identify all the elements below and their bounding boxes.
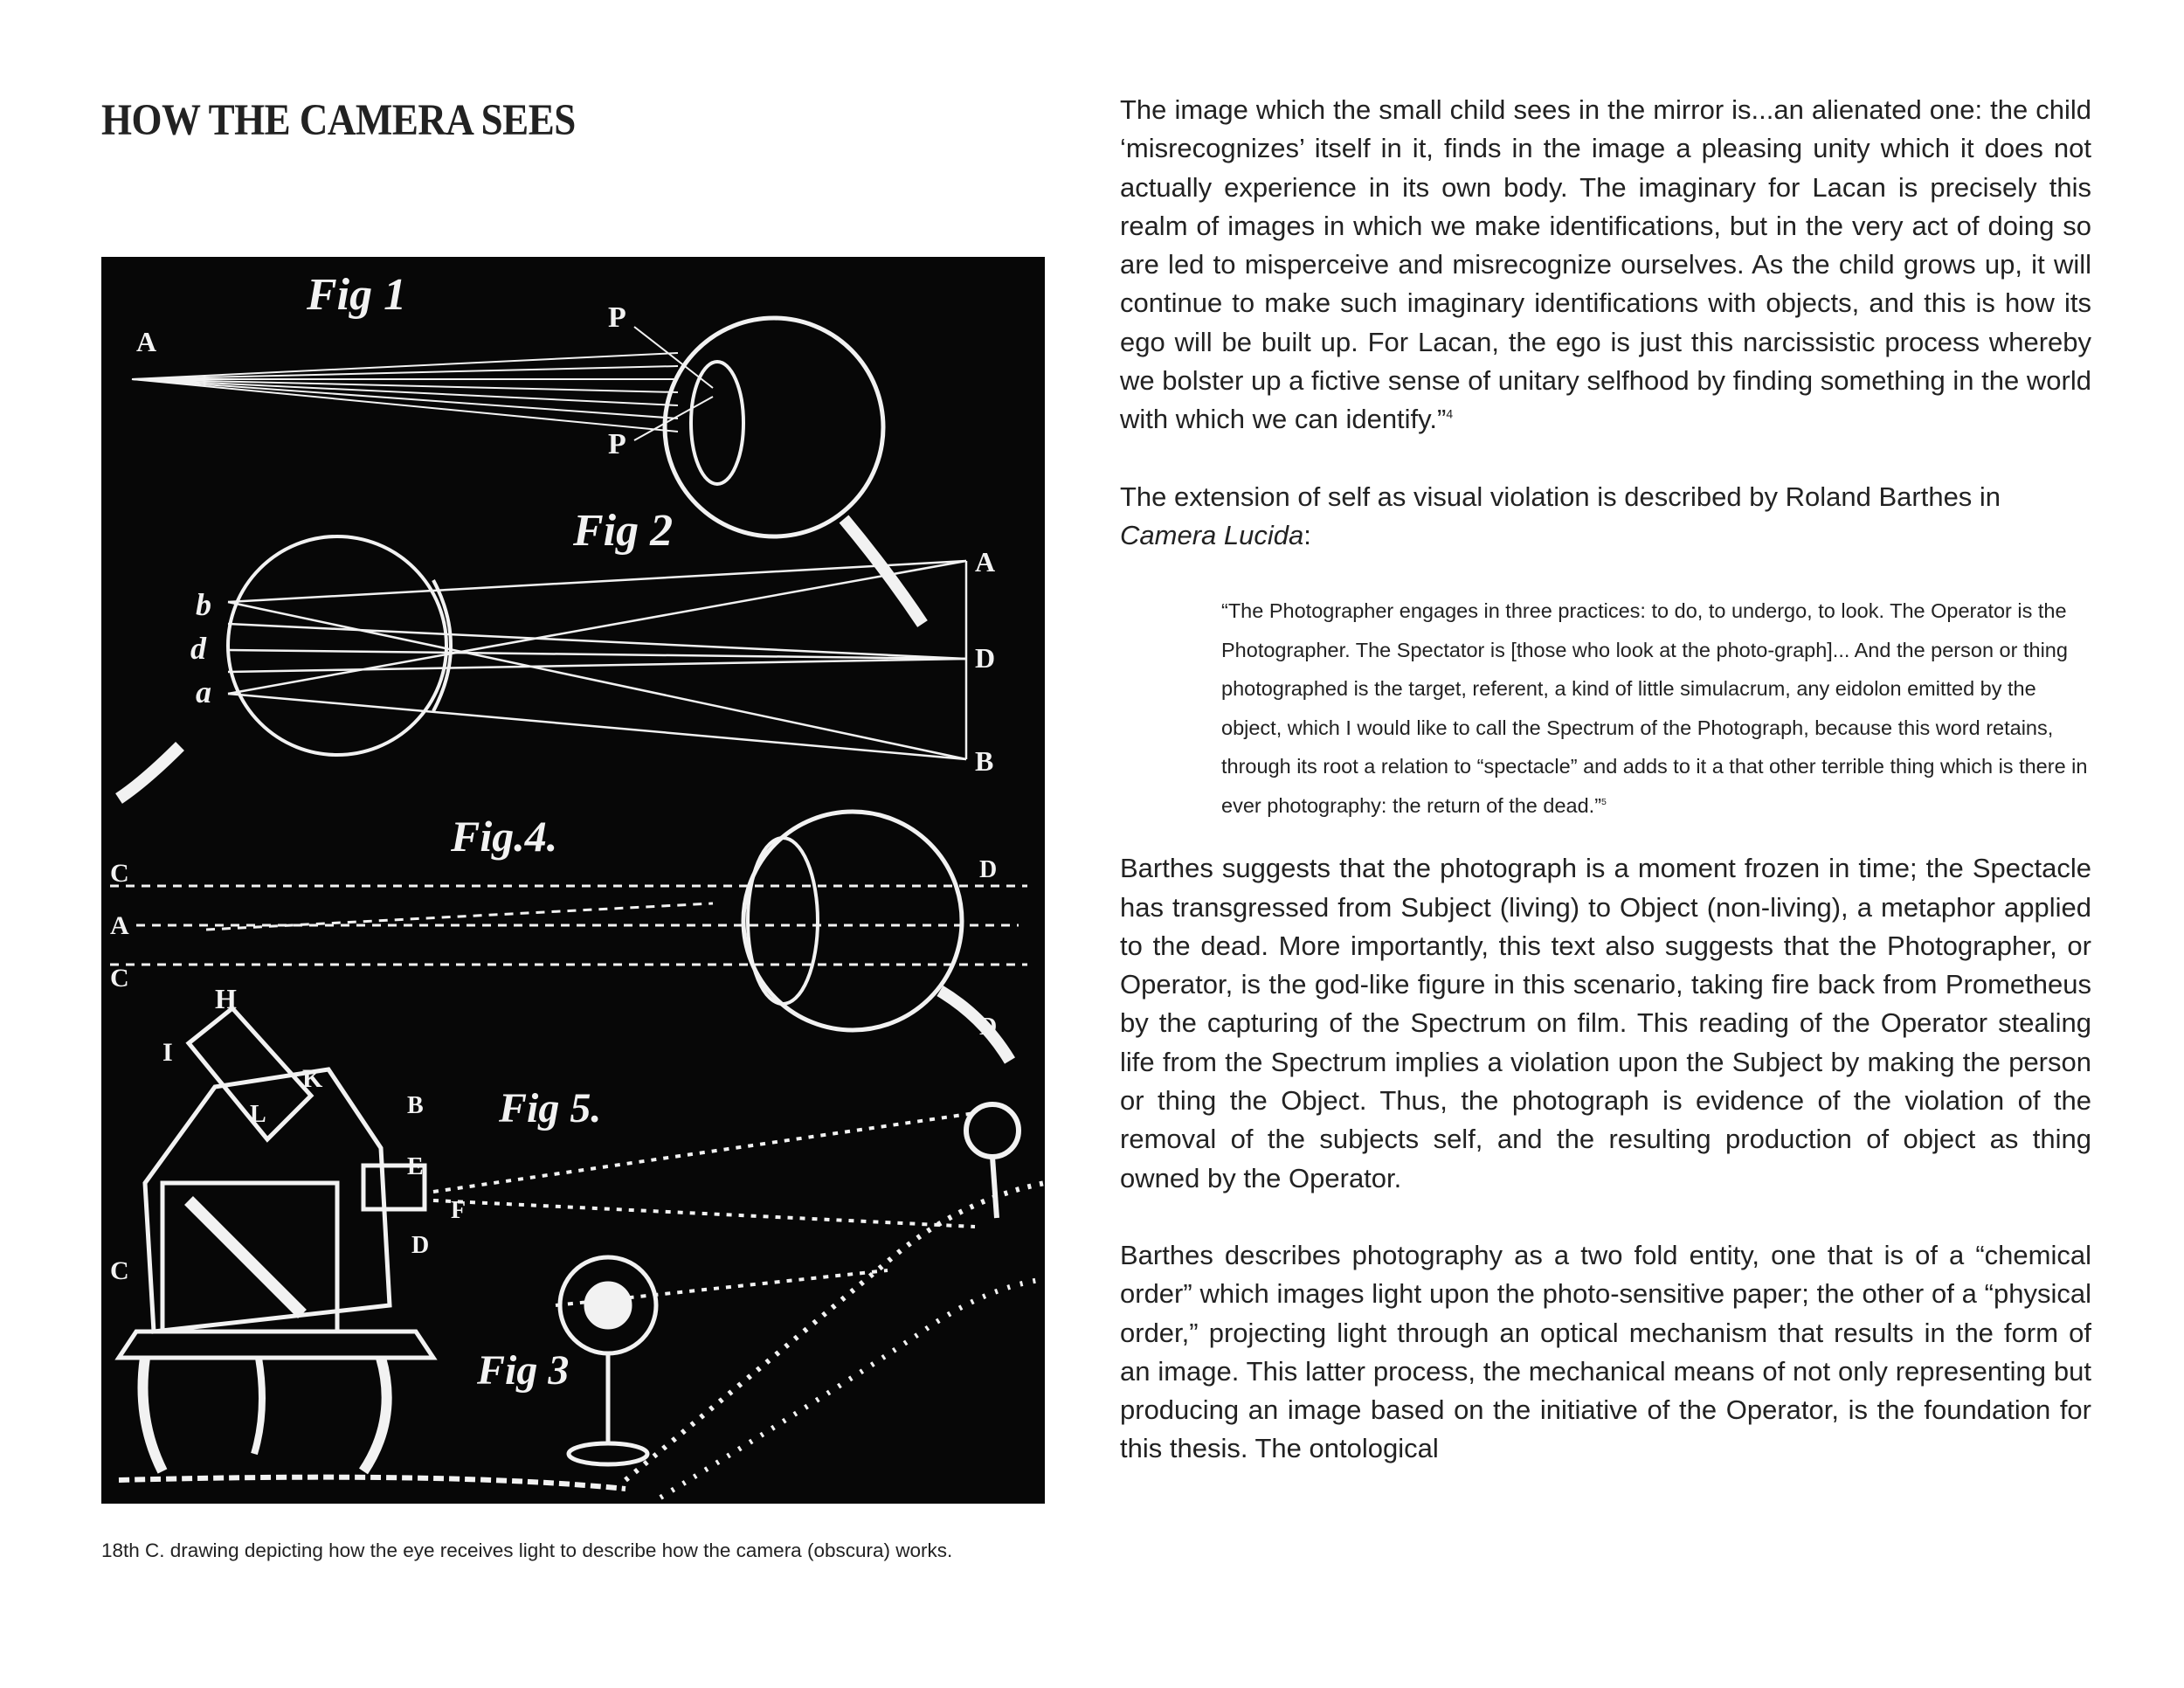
page-title: HOW THE CAMERA SEES	[101, 95, 576, 145]
fig2-optic-nerve	[119, 746, 180, 799]
fig5-rays	[433, 1113, 975, 1305]
fig4-rays	[110, 886, 1027, 965]
fig2-rays	[228, 561, 966, 759]
fig4-lens	[748, 838, 818, 1004]
label-H: H	[215, 983, 237, 1014]
paragraph-frozen-moment: Barthes suggests that the photograph is a moment frozen in time; the Spectacle has transgressed from Subject (living) to Object (non-living), a metaphor applied to the dead. More importantly, this text also suggests that the Photographer, or Operator, is the god-like figure in this scenario, taking fire back from Prometheus by the capturing of the Spectrum on film. This reading of the Operator stealing life from the Spectrum implies a violation upon the Subject by making the person or thing the Object. Thus, the photograph is evidence of the violation of the removal of the subjects self, and the resulting production of object as thing owned by the Operator.	[1120, 853, 2091, 1193]
fig1-label: Fig 1	[307, 270, 407, 320]
label-A-fig2: A	[975, 546, 996, 578]
label-D-fig2: D	[975, 642, 996, 674]
engraving-figure	[101, 257, 1045, 1504]
body-text-column	[1120, 91, 2091, 1469]
label-b-fig2: b	[196, 587, 211, 622]
fig1-eyeball	[665, 318, 883, 536]
paragraph-two-fold-entity: Barthes describes photography as a two fold entity, one that is of a “chemical order” which images light upon the photo-sensitive paper; the other of a “physical order,” projecting light through an optical mechanism that results in the form of an image. This latter process, the mechanical means of not only representing but producing an image based on the initiative of the Operator, is the foundation for this thesis. The ontological	[1120, 1239, 2091, 1464]
label-P-top: P	[608, 301, 626, 334]
label-D-camera: D	[411, 1232, 430, 1259]
paragraph-lacan-quote: The image which the small child sees in the mirror is...an alienated one: the child ‘misrecognizes’ itself in it, finds in the image a pleasing unity which it does not actually experience in its own body. The imaginary for Lacan is precisely this realm of images in which we make identifications, but in the very act of doing so are led to misperceive and misrecognize ourselves. As the child grows up, it will continue to make such imaginary identifications with objects, and this is how its ego will be built up. For Lacan, the ego is just this narcissistic process whereby we bolster up a fictive sense of unitary selfhood by finding something in the world with which we can identify.”$^4$	[1120, 94, 2091, 435]
figure-caption: 18th C. drawing depicting how the eye receives light to describe how the camera (obscura) works.	[101, 1539, 953, 1561]
camera-lucida-blockquote: “The Photographer engages in three practices: to do, to undergo, to look. The Operator is the Photographer. The Spectator is [those who look at the photo-graph]... And the person or thing photographed is the target, referent, a kind of little simulacrum, any eidolon emitted by the object, which I would like to call the Spectrum of the Photograph, because this word retains, through its root a relation to “spectacle” and adds to it a that other terrible thing which is there in ever photography: the return of the dead.”$^5$	[1221, 599, 2088, 817]
label-C-top: C	[110, 859, 129, 888]
label-A-fig1: A	[136, 326, 157, 357]
fig1-rays	[132, 327, 713, 440]
book-title: Camera Lucida	[1120, 519, 1304, 550]
label-D-fig4-bottom: D	[979, 1013, 998, 1041]
engraving-illustration	[101, 257, 1045, 1504]
landscape	[625, 1104, 1045, 1498]
label-L: L	[250, 1101, 266, 1128]
label-D-fig4-top: D	[979, 856, 998, 883]
ground-line	[119, 1477, 625, 1489]
fig4-optic-nerve	[940, 991, 1010, 1061]
fig3-eye-stand	[560, 1257, 656, 1464]
fig2-eyeball	[228, 536, 446, 755]
label-F: F	[451, 1197, 467, 1224]
fig1-lens	[691, 362, 743, 484]
fig4-label: Fig.4.	[451, 812, 558, 861]
label-B-fig2: B	[975, 745, 994, 777]
fig3-label: Fig 3	[477, 1347, 570, 1394]
label-C-camera: C	[110, 1256, 129, 1285]
label-C-bottom: C	[110, 964, 129, 993]
label-d-fig2: d	[190, 631, 206, 666]
label-A-fig4: A	[110, 911, 129, 940]
camera-obscura	[119, 1008, 433, 1471]
label-E: E	[407, 1153, 424, 1180]
fig4-eyeball	[743, 812, 962, 1030]
fig5-label: Fig 5.	[499, 1085, 602, 1131]
fig2-label: Fig 2	[573, 506, 674, 556]
label-P-bottom: P	[608, 428, 626, 460]
label-a-fig2: a	[196, 675, 211, 709]
label-B-camera: B	[407, 1092, 424, 1119]
label-I: I	[162, 1038, 173, 1067]
label-K: K	[302, 1064, 323, 1093]
footnote-5: 5	[1601, 796, 1607, 807]
paragraph-barthes-intro: The extension of self as visual violation is described by Roland Barthes in Camera Lucida:	[1120, 481, 2001, 550]
footnote-4: 4	[1446, 407, 1454, 422]
